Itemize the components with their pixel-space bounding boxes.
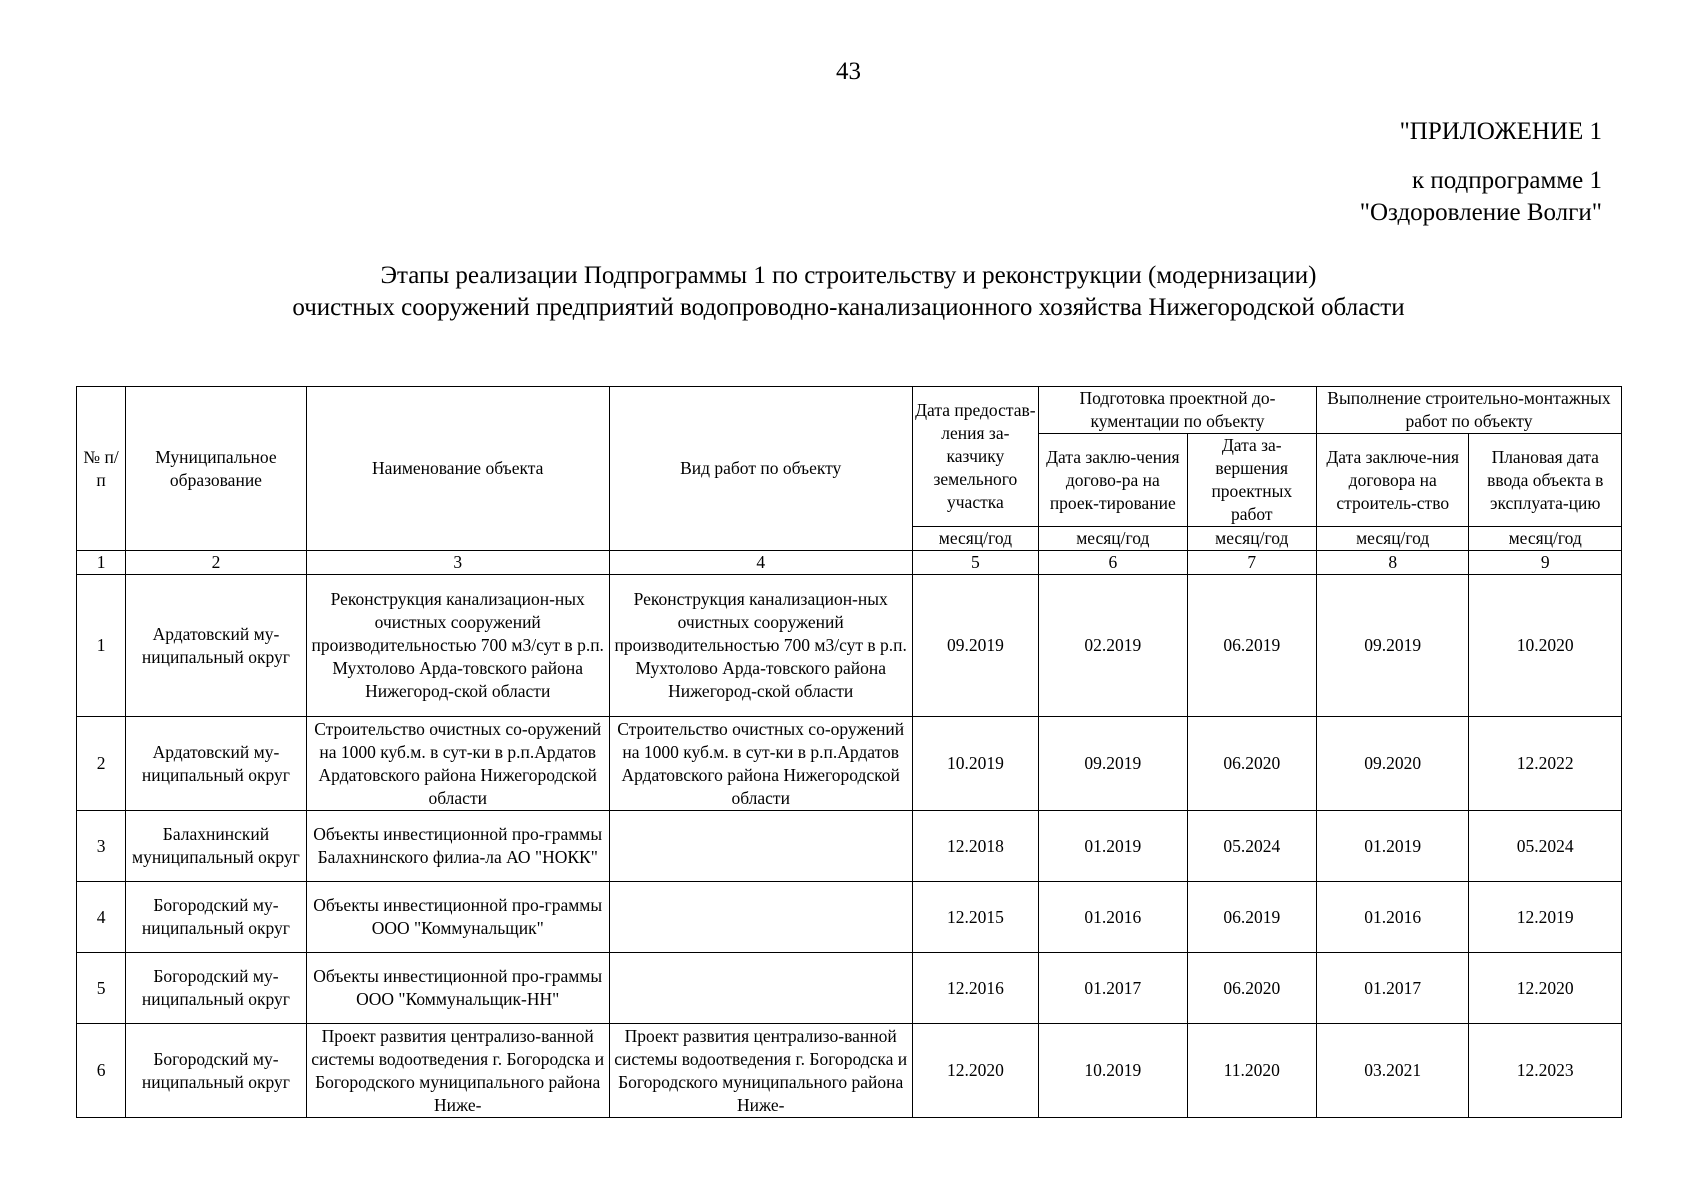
cell-construction-contract: 09.2019 [1316,575,1468,717]
header-design-contract: Дата заклю-чения догово-ра на проек-тирование [1039,434,1187,527]
cell-land-date: 09.2019 [912,575,1038,717]
cell-construction-contract: 01.2017 [1316,953,1468,1024]
unit-label: месяц/год [1316,527,1468,551]
cell-design-end: 06.2019 [1187,575,1316,717]
unit-label: месяц/год [1039,527,1187,551]
table-row [77,882,1622,953]
header-municipality: Муниципальное образование [126,387,307,551]
header-commissioning: Плановая дата ввода объекта в эксплуата-цию [1469,434,1622,527]
cell-design-end: 05.2024 [1187,811,1316,882]
cell-commissioning: 12.2019 [1469,882,1622,953]
cell-construction-contract: 01.2019 [1316,811,1468,882]
column-number: 9 [1469,551,1622,575]
cell-commissioning: 12.2022 [1469,717,1622,811]
table-row [77,1024,1622,1118]
cell-construction-contract: 09.2020 [1316,717,1468,811]
unit-label: месяц/год [912,527,1038,551]
column-number: 4 [609,551,912,575]
appendix-subtitle [1360,165,1602,229]
cell-commissioning: 12.2023 [1469,1024,1622,1118]
header-row-1 [77,387,1622,434]
cell-work-type: Строительство очистных со-оружений на 1000 куб.м. в сут-ки в р.п.Ардатов Ардатовского района Нижегородской области [609,717,912,811]
page-number: 43 [836,58,861,85]
cell-design-contract: 09.2019 [1039,717,1187,811]
column-number: 3 [306,551,609,575]
cell-commissioning: 10.2020 [1469,575,1622,717]
header-object-name: Наименование объекта [306,387,609,551]
header-design-end: Дата за-вершения проектных работ [1187,434,1316,527]
table-row [77,717,1622,811]
cell-object-name: Проект развития централизо-ванной системы водоотведения г. Богородска и Богородского муниципального района Ниже- [306,1024,609,1118]
cell-num: 4 [77,882,126,953]
column-number: 6 [1039,551,1187,575]
cell-land-date: 12.2018 [912,811,1038,882]
column-number: 1 [77,551,126,575]
cell-design-end: 06.2020 [1187,717,1316,811]
cell-land-date: 12.2015 [912,882,1038,953]
cell-municipality: Ардатовский му-ниципальный округ [126,575,307,717]
column-number: 8 [1316,551,1468,575]
cell-land-date: 10.2019 [912,717,1038,811]
cell-design-end: 06.2020 [1187,953,1316,1024]
cell-object-name: Строительство очистных со-оружений на 1000 куб.м. в сут-ки в р.п.Ардатов Ардатовского района Нижегородской области [306,717,609,811]
cell-design-end: 11.2020 [1187,1024,1316,1118]
unit-label: месяц/год [1187,527,1316,551]
header-construction-contract: Дата заключе-ния договора на строитель-ство [1316,434,1468,527]
cell-commissioning: 05.2024 [1469,811,1622,882]
stages-table [76,386,1622,1118]
cell-commissioning: 12.2020 [1469,953,1622,1024]
cell-object-name: Объекты инвестиционной про-граммы Балахнинского филиа-ла АО "НОКК" [306,811,609,882]
column-number: 2 [126,551,307,575]
column-number-row [77,551,1622,575]
column-number: 5 [912,551,1038,575]
header-design-group: Подготовка проектной до-кументации по объекту [1039,387,1317,434]
cell-construction-contract: 01.2016 [1316,882,1468,953]
cell-design-contract: 01.2019 [1039,811,1187,882]
appendix-subtitle-line-1: к подпрограмме 1 [1412,167,1602,194]
document-title-line-2: очистных сооружений предприятий водопроводно-канализационного хозяйства Нижегородской области [292,294,1405,321]
cell-object-name: Объекты инвестиционной про-граммы ООО "Коммунальщик-НН" [306,953,609,1024]
document-title-line-1: Этапы реализации Подпрограммы 1 по строительству и реконструкции (модернизации) [380,262,1317,289]
cell-design-contract: 01.2016 [1039,882,1187,953]
table-row [77,953,1622,1024]
cell-land-date: 12.2016 [912,953,1038,1024]
cell-work-type: Реконструкция канализацион-ных очистных сооружений производительностью 700 м3/сут в р.п. Мухтолово Арда-товского района Нижегород-ской области [609,575,912,717]
cell-design-contract: 02.2019 [1039,575,1187,717]
cell-land-date: 12.2020 [912,1024,1038,1118]
cell-work-type [609,882,912,953]
header-num: № п/п [77,387,126,551]
table-row [77,811,1622,882]
cell-num: 5 [77,953,126,1024]
cell-municipality: Богородский му-ниципальный округ [126,882,307,953]
document-title [0,260,1697,324]
cell-work-type [609,953,912,1024]
header-work-type: Вид работ по объекту [609,387,912,551]
cell-work-type [609,811,912,882]
cell-object-name: Объекты инвестиционной про-граммы ООО "Коммунальщик" [306,882,609,953]
table-row [77,575,1622,717]
cell-construction-contract: 03.2021 [1316,1024,1468,1118]
cell-municipality: Богородский му-ниципальный округ [126,1024,307,1118]
cell-object-name: Реконструкция канализацион-ных очистных сооружений производительностью 700 м3/сут в р.п. Мухтолово Арда-товского района Нижегород-ской области [306,575,609,717]
appendix-subtitle-line-2: "Оздоровление Волги" [1359,199,1602,226]
cell-num: 3 [77,811,126,882]
cell-municipality: Ардатовский му-ниципальный округ [126,717,307,811]
cell-design-end: 06.2019 [1187,882,1316,953]
unit-label: месяц/год [1469,527,1622,551]
header-construction-group: Выполнение строительно-монтажных работ по объекту [1316,387,1621,434]
cell-design-contract: 10.2019 [1039,1024,1187,1118]
cell-num: 1 [77,575,126,717]
cell-num: 6 [77,1024,126,1118]
cell-municipality: Богородский му-ниципальный округ [126,953,307,1024]
cell-num: 2 [77,717,126,811]
appendix-title: "ПРИЛОЖЕНИЕ 1 [1399,118,1602,145]
header-land-date: Дата предостав-ления за-казчику земельного участка [912,387,1038,527]
column-number: 7 [1187,551,1316,575]
cell-municipality: Балахнинский муниципальный округ [126,811,307,882]
cell-work-type: Проект развития централизо-ванной системы водоотведения г. Богородска и Богородского муниципального района Ниже- [609,1024,912,1118]
cell-design-contract: 01.2017 [1039,953,1187,1024]
